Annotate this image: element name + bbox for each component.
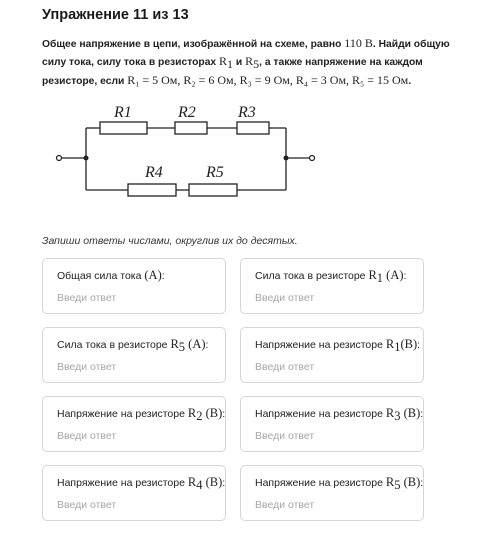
task-values: R₁ = 5 Ом, R₂ = 6 Ом, R₃ = 9 Ом, R₄ = 3 Ом, R₅ = 15 Ом (127, 73, 409, 88)
answer-card-voltage-r4 (42, 465, 226, 521)
answer-label: Напряжение на резисторе $R_4$ (B): (57, 475, 226, 493)
answer-label: Напряжение на резисторе $R_2$ (B): (57, 406, 226, 424)
resistor-r3 (237, 122, 269, 134)
answer-label: Сила тока в резисторе $R_5$ (A): (57, 337, 209, 355)
answer-hint: Запиши ответы числами, округлив их до десятых. (42, 235, 298, 247)
answer-label: Сила тока в резисторе $R_1$ (A): (255, 268, 407, 286)
task-text-part: Общее напряжение в цепи, изображённой на схеме, равно (42, 39, 345, 50)
label-r4: R4 (145, 164, 163, 181)
task-text-part: . Найди общую силу тока, силу тока в резисторах (42, 39, 450, 68)
answer-card-voltage-r5 (240, 465, 424, 521)
answer-input-current-r5[interactable] (55, 359, 209, 375)
resistor-r2 (175, 122, 207, 134)
answer-card-voltage-r1 (240, 327, 424, 383)
answer-label: Напряжение на резисторе $R_1(B)$: (255, 337, 421, 355)
task-r1-sub: 1 (227, 57, 234, 72)
task-text-part: и (233, 57, 246, 68)
answer-input-total-current[interactable] (55, 290, 209, 306)
label-r1: R1 (114, 104, 132, 121)
label-r2: R2 (178, 104, 196, 121)
circuit-diagram (50, 95, 330, 205)
answer-card-voltage-r2 (42, 396, 226, 452)
answer-input-voltage-r2[interactable] (55, 428, 209, 444)
task-text-end: . (408, 76, 412, 88)
task-r1: R (219, 54, 228, 68)
label-r5: R5 (206, 164, 224, 181)
task-r5-sub: 5 (253, 57, 260, 72)
right-terminal (310, 156, 315, 161)
right-junction-dot (284, 156, 289, 161)
resistor-r1 (100, 122, 147, 134)
answer-label: Напряжение на резисторе $R_5$ (B): (255, 475, 424, 493)
task-text-part: , а также напряжение на каждом резисторе, если (42, 57, 423, 88)
answer-input-voltage-r1[interactable] (253, 359, 407, 375)
answer-label: Общая сила тока (A): (57, 268, 165, 282)
resistor-r5 (189, 184, 237, 196)
answer-card-voltage-r3 (240, 396, 424, 452)
task-r5: R (245, 54, 254, 68)
label-r3: R3 (238, 104, 256, 121)
answer-label: Напряжение на резисторе $R_3$ (B): (255, 406, 424, 424)
answer-input-current-r1[interactable] (253, 290, 407, 306)
left-junction-dot (84, 156, 89, 161)
answer-card-current-r5 (42, 327, 226, 383)
answer-input-voltage-r3[interactable] (253, 428, 407, 444)
task-voltage: 110 В (344, 36, 373, 50)
answer-card-total-current (42, 258, 226, 314)
task-text (42, 35, 462, 90)
page-title: Упражнение 11 из 13 (42, 7, 189, 23)
resistor-r4 (128, 184, 176, 196)
answer-input-voltage-r5[interactable] (253, 497, 407, 513)
answer-input-voltage-r4[interactable] (55, 497, 209, 513)
answer-card-current-r1 (240, 258, 424, 314)
left-terminal (57, 156, 62, 161)
